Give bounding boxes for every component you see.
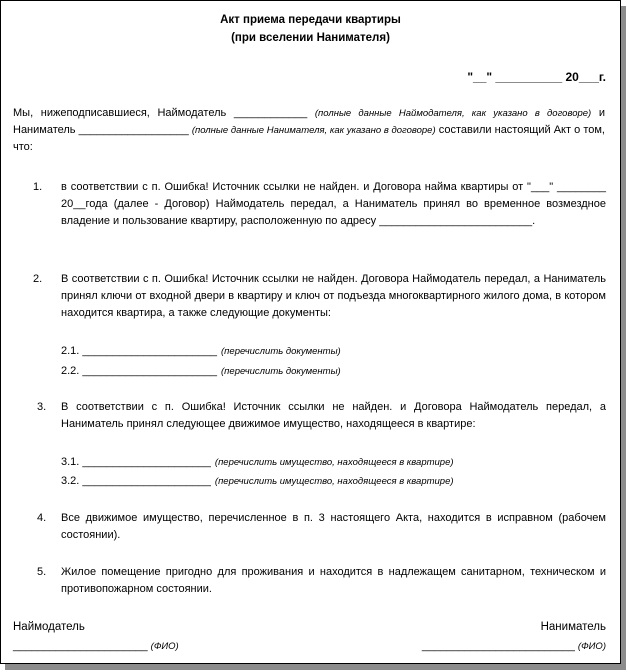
subitem-blank: _____________________ — [82, 456, 211, 468]
item-4-number: 4. — [37, 512, 47, 524]
subitem-3-2 — [61, 473, 454, 490]
item-5-text: Жилое помещение пригодно для проживания и находится в надлежащем санитарном, техническом и противопожарном состоянии. — [61, 566, 606, 595]
subitem-2-2 — [61, 363, 341, 380]
item-2-number: 2. — [33, 273, 43, 285]
subitem-blank: ______________________ — [82, 365, 218, 377]
intro-text-2: и Наниматель __________________ — [13, 107, 605, 136]
subitem-number: 3.2. — [61, 475, 80, 487]
intro-hint-tenant: (полные данные Нанимателя, как указано в договоре) — [191, 125, 436, 136]
item-3-number: 3. — [37, 401, 47, 413]
date-line: "__" __________ 20___г. — [467, 70, 606, 84]
landlord-signature-line — [13, 640, 179, 652]
subitem-hint: (перечислить документы) — [221, 366, 341, 377]
landlord-label: Наймодатель — [13, 621, 85, 633]
subitem-number: 2.2. — [61, 365, 80, 377]
subitem-hint: (перечислить имущество, находящееся в квартире) — [214, 476, 454, 487]
signature-blank: ______________________ — [13, 640, 151, 652]
subitem-blank: _____________________ — [82, 475, 211, 487]
subitem-number: 3.1. — [61, 456, 80, 468]
item-5-number: 5. — [37, 566, 47, 578]
tenant-signature-line — [422, 640, 606, 652]
item-4-text: Все движимое имущество, перечисленное в п. 3 настоящего Акта, находится в исправном (рабочем состоянии). — [61, 512, 606, 541]
intro-text-3: составили настоящий Акт о том, что: — [13, 124, 605, 153]
subitem-2-1 — [61, 343, 341, 360]
subitem-3-1 — [61, 454, 454, 471]
subitem-blank: ______________________ — [82, 345, 218, 357]
intro-hint-landlord: (полные данные Наймодателя, как указано в договоре) — [314, 108, 592, 119]
item-1-text: в соответствии с п. Ошибка! Источник ссылки не найден. и Договора найма квартиры от "___" ________ 20__года (далее - Договор) Наймодатель передал, а Наниматель принял во временное возмездное владение и пользование квартиру, расположенную по адресу _________________________. — [61, 181, 606, 227]
fio-hint: (ФИО) — [577, 641, 606, 652]
fio-hint: (ФИО) — [150, 641, 179, 652]
item-1-number: 1. — [33, 181, 43, 193]
subitem-hint: (перечислить документы) — [221, 346, 341, 357]
document-subtitle: (при вселении Нанимателя) — [231, 32, 390, 44]
item-2-text: В соответствии с п. Ошибка! Источник ссылки не найден. Договора Наймодатель передал, а Наниматель принял ключи от входной двери в квартиру и ключ от подъезда многоквартирного жилого дома, в котором находится квартира, а также следующие документы: — [61, 273, 606, 319]
tenant-label: Наниматель — [540, 621, 606, 633]
intro-text-1: Мы, нижеподписавшиеся, Наймодатель ____________ — [13, 107, 315, 119]
intro-paragraph — [13, 105, 605, 156]
document-title: Акт приема передачи квартиры — [220, 14, 401, 26]
item-3-text: В соответствии с п. Ошибка! Источник ссылки не найден. и Договора Наймодатель передал, а Наниматель принял следующее движимое имущество, находящееся в квартире: — [61, 401, 606, 430]
subitem-hint: (перечислить имущество, находящееся в квартире) — [214, 457, 454, 468]
subitem-number: 2.1. — [61, 345, 80, 357]
signature-blank: _________________________ — [421, 640, 578, 652]
